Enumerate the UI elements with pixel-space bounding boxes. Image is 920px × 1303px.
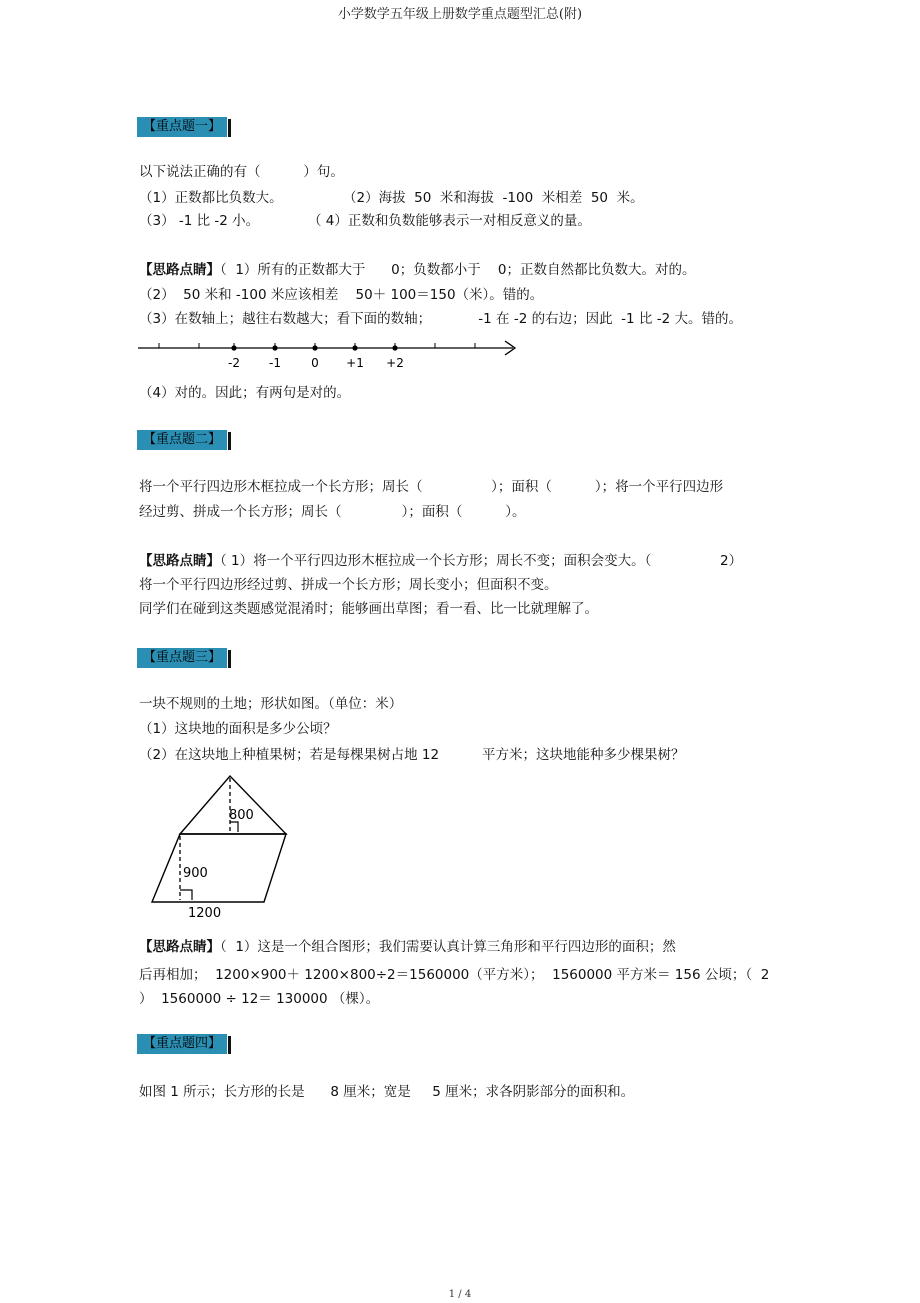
parallelogram-height-label: 900: [183, 866, 208, 881]
q3-hint-line-1: [139, 938, 676, 956]
q2-line-2: 经过剪、拼成一个长方形；周长（ ）；面积（ ）。: [139, 504, 526, 520]
hint-text: （ 1）所有的正数都大于 0；负数都小于 0；正数自然都比负数大。对的。: [220, 262, 696, 278]
q1-option-2: （2）海拔 50 米和海拔 -100 米相差 50 米。: [343, 190, 644, 206]
section-tag-q2: 【重点题二】: [137, 430, 227, 450]
tick-label: -1: [269, 356, 281, 370]
point-plus-1: [352, 345, 357, 350]
q2-hint-line-2: 将一个平行四边形经过剪、拼成一个长方形；周长变小；但面积不变。: [139, 577, 558, 593]
q1-hint-line-3: （3）在数轴上；越往右数越大；看下面的数轴； -1 在 -2 的右边；因此 -1 比 -2 大。错的。: [139, 311, 742, 327]
q3-hint-line-2: 后再相加； 1200×900＋ 1200×800÷2＝1560000（平方米）； 1560000 平方米＝ 156 公顷；（ 2: [139, 967, 770, 983]
q1-stem: 以下说法正确的有（ ）句。: [139, 164, 344, 180]
q1-option-3: （3） -1 比 -2 小。: [139, 213, 260, 229]
land-shape-figure: [140, 770, 300, 922]
q1-option-4: （ 4）正数和负数能够表示一对相反意义的量。: [308, 213, 591, 229]
tick-label: -2: [228, 356, 240, 370]
q2-line-1: 将一个平行四边形木框拉成一个长方形；周长（ ）；面积（ ）；将一个平行四边形: [139, 479, 724, 495]
q2-hint-line-1: [139, 552, 742, 570]
right-angle-mark: [230, 822, 238, 832]
hint-label: 【思路点睛】: [139, 262, 220, 278]
q1-hint-line-4: （4）对的。因此；有两句是对的。: [139, 385, 351, 401]
q1-option-1: （1）正数都比负数大。: [139, 190, 283, 206]
base-label: 1200: [188, 906, 222, 921]
page-header: 小学数学五年级上册数学重点题型汇总(附): [337, 7, 583, 22]
point-minus-1: [272, 345, 277, 350]
point-plus-2: [392, 345, 397, 350]
number-line-figure: [135, 336, 525, 374]
right-angle-mark: [180, 890, 192, 900]
hint-text: （ 1）将一个平行四边形木框拉成一个长方形；周长不变；面积会变大。（ 2）: [220, 553, 743, 569]
q3-sub-1: （1）这块地的面积是多少公顷？: [139, 721, 337, 737]
page-number: 1 / 4: [448, 1289, 472, 1300]
section-tag-q4: 【重点题四】: [137, 1034, 227, 1054]
parallelogram: [152, 834, 286, 902]
tick-label: +1: [346, 356, 364, 370]
point-minus-2: [231, 345, 236, 350]
q2-hint-line-3: 同学们在碰到这类题感觉混淆时；能够画出草图；看一看、比一比就理解了。: [139, 601, 598, 617]
q1-hint-line-2: （2） 50 米和 -100 米应该相差 50＋ 100＝150（米）。错的。: [139, 287, 544, 303]
q4-stem: 如图 1 所示；长方形的长是 8 厘米；宽是 5 厘米；求各阴影部分的面积和。: [139, 1084, 635, 1100]
triangle-top: [180, 776, 286, 834]
tick-label: +2: [386, 356, 404, 370]
point-zero: [312, 345, 317, 350]
q1-hint-line-1: [139, 261, 696, 279]
hint-label: 【思路点睛】: [139, 553, 220, 569]
hint-label: 【思路点睛】: [139, 939, 220, 955]
q3-hint-line-3: ） 1560000 ÷ 12＝ 130000 （棵）。: [139, 991, 380, 1007]
section-tag-q3: 【重点题三】: [137, 648, 227, 668]
section-tag-q1: 【重点题一】: [137, 117, 227, 137]
triangle-height-label: 800: [229, 808, 254, 823]
q3-stem: 一块不规则的土地；形状如图。（单位：米）: [139, 696, 403, 712]
tick-label: 0: [311, 356, 319, 370]
q3-sub-2: （2）在这块地上种植果树；若是每棵果树占地 12 平方米；这块地能种多少棵果树？: [139, 747, 685, 763]
hint-text: （ 1）这是一个组合图形；我们需要认真计算三角形和平行四边形的面积；然: [220, 939, 676, 955]
